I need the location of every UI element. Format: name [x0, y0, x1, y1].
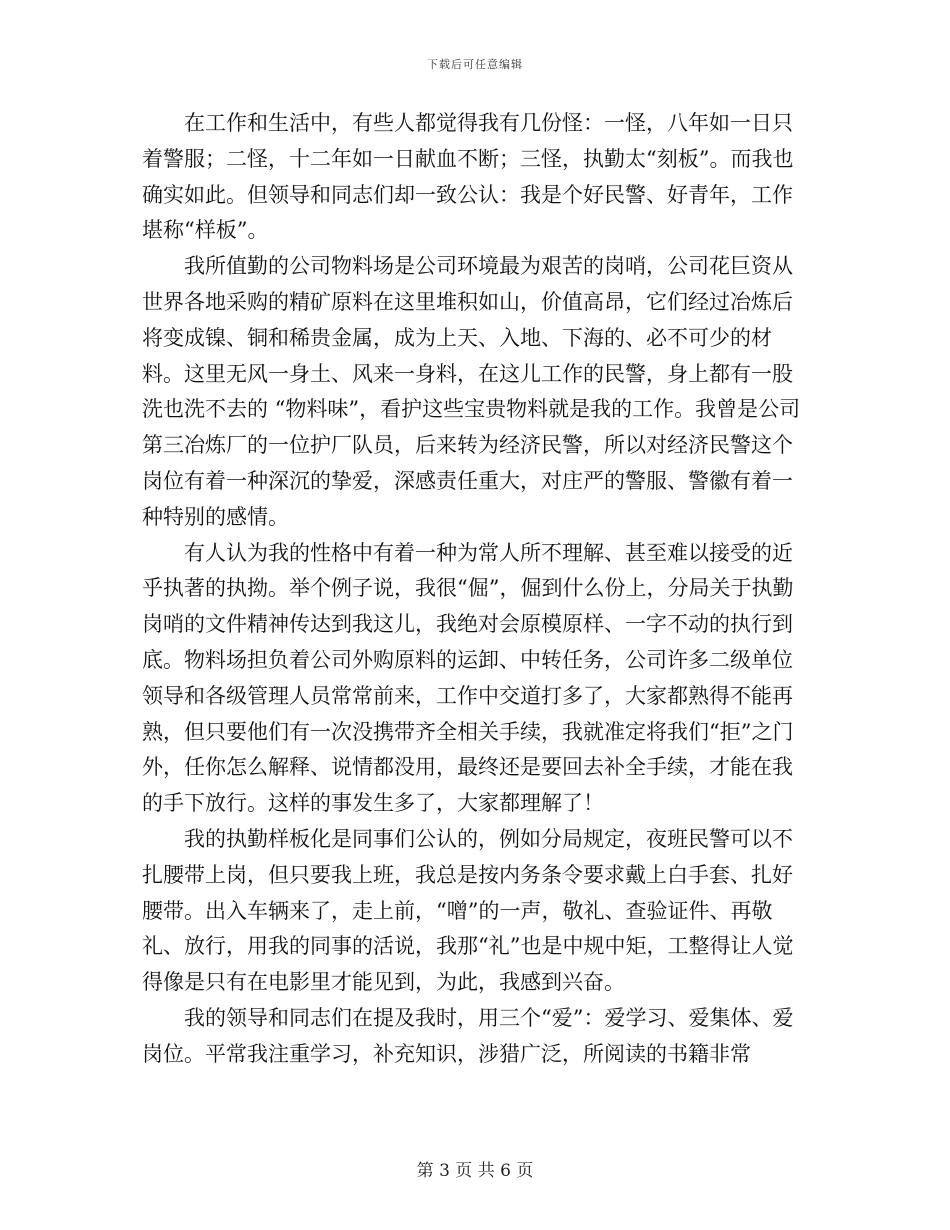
paragraph-4: 我的执勤样板化是同事们公认的，例如分局规定，夜班民警可以不扎腰带上岗，但只要我上班，我总是按内务条令要求戴上白手套、扎好腰带。出入车辆来了，走上前，“噌”的一声，敬礼、查验证件、再敬礼、放行，用我的同事的活说，我那“礼”也是中规中矩，工整得让人觉得像是只有在电影里才能见到，为此，我感到兴奋。 [142, 826, 794, 995]
paragraph-1: 在工作和生活中，有些人都觉得我有几份怪：一怪，八年如一日只着警服；二怪，十二年如一日献血不断；三怪，执勤太“刻板”。而我也确实如此。但领导和同志们却一致公认：我是个好民警、好青年，工作堪称“样板”。 [142, 111, 794, 243]
paragraph-2: 我所值勤的公司物料场是公司环境最为艰苦的岗哨，公司花巨资从世界各地采购的精矿原料在这里堆积如山，价值高昂，它们经过冶炼后将变成镍、铜和稀贵金属，成为上天、入地、下海的、必不可少的材料。这里无风一身土、风来一身料，在这儿工作的民警，身上都有一股洗也洗不去的 “物料味”，看护这些宝贵物料就是我的工作。我曾是公司第三冶炼厂的一位护厂队员，后来转为经济民警，所以对经济民警这个岗位有着一种深沉的挚爱，深感责任重大，对庄严的警服、警徽有着一种特别的感情。 [142, 254, 801, 529]
document-body [142, 106, 808, 1073]
page-number-footer: 第 3 页 共 6 页 [416, 1161, 534, 1181]
paragraph-3: 有人认为我的性格中有着一种为常人所不理解、甚至难以接受的近乎执著的执拗。举个例子说，我很“倔”，倔到什么份上，分局关于执勤岗哨的文件精神传达到我这儿，我绝对会原模原样、一字不动的执行到底。物料场担负着公司外购原料的运卸、中转任务，公司许多二级单位领导和各级管理人员常常前来，工作中交道打多了，大家都熟得不能再熟，但只要他们有一次没携带齐全相关手续，我就准定将我们“拒”之门外，任你怎么解释、说情都没用，最终还是要回去补全手续，才能在我的手下放行。这样的事发生多了，大家都理解了！ [142, 540, 794, 816]
page-header-note: 下载后可任意编辑 [427, 58, 523, 71]
paragraph-5: 我的领导和同志们在提及我时，用三个“爱”：爱学习、爱集体、爱岗位。平常我注重学习，补充知识，涉猎广泛，所阅读的书籍非常 [142, 1005, 794, 1066]
